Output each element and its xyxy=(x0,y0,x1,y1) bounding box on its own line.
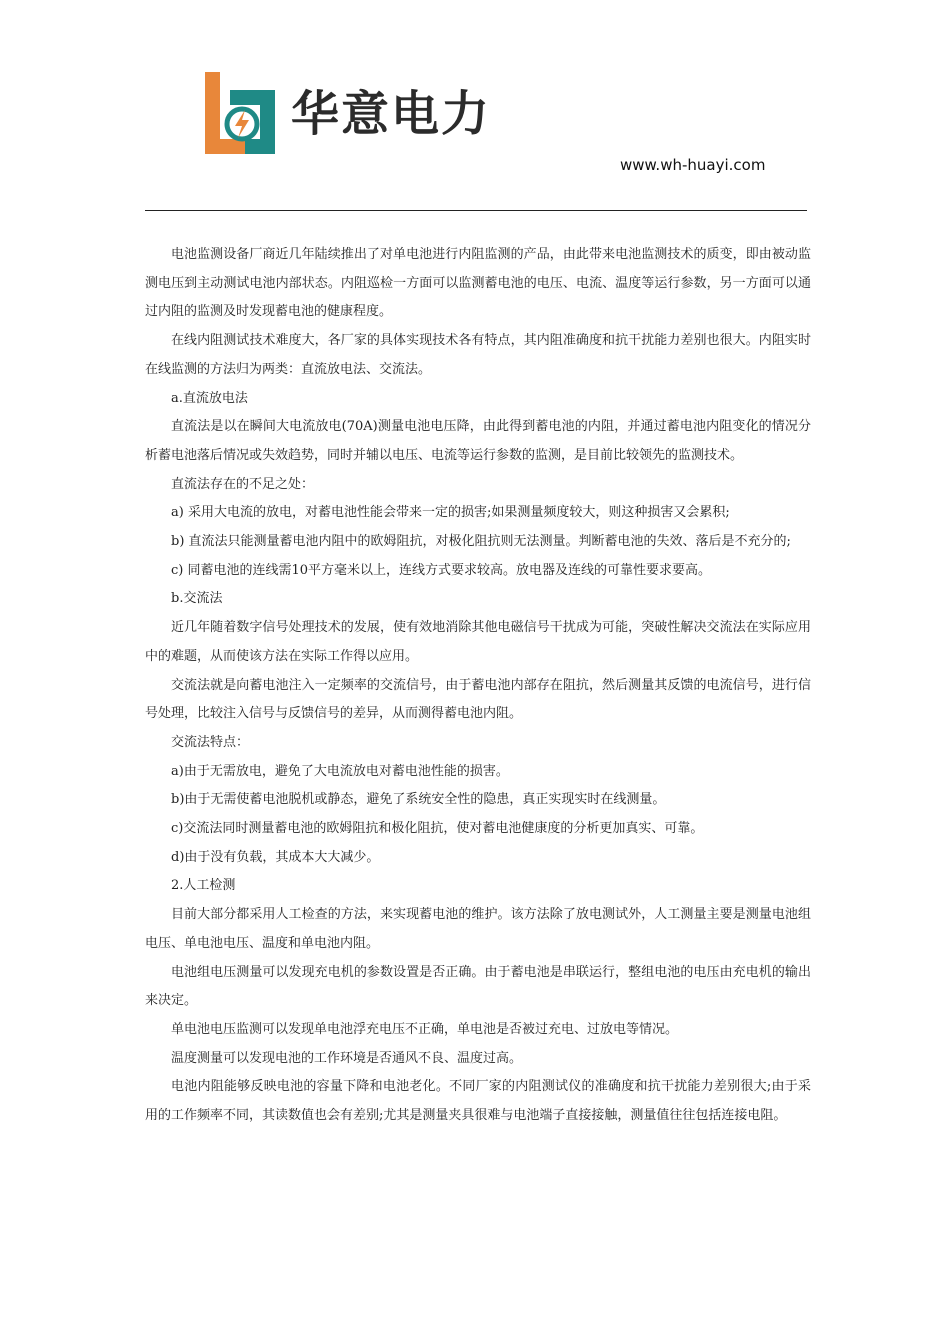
logo-text: 华意电力 xyxy=(291,86,492,142)
section-heading: a.直流放电法 xyxy=(171,390,248,406)
list-item: d)由于没有负载，其成本大大减少。 xyxy=(171,849,380,865)
company-logo xyxy=(205,72,517,154)
paragraph: 在线内阻测试技术难度大，各厂家的具体实现技术各有特点，其内阻准确度和抗干扰能力差别也很大。内阻实时在线监测的方法归为两类：直流放电法、交流法。 xyxy=(145,333,811,377)
list-item: b) 直流法只能测量蓄电池内阻中的欧姆阻抗，对极化阻抗则无法测量。判断蓄电池的失效、落后是不充分的; xyxy=(171,534,791,550)
list-item: c)交流法同时测量蓄电池的欧姆阻抗和极化阻抗，使对蓄电池健康度的分析更加真实、可靠。 xyxy=(171,821,704,837)
paragraph: 目前大部分都采用人工检查的方法，来实现蓄电池的维护。该方法除了放电测试外，人工测量主要是测量电池组电压、单电池电压、温度和单电池内阻。 xyxy=(145,907,811,951)
list-item: a)由于无需放电，避免了大电流放电对蓄电池性能的损害。 xyxy=(171,763,509,779)
paragraph: 交流法就是向蓄电池注入一定频率的交流信号，由于蓄电池内部存在阻抗，然后测量其反馈的电流信号，进行信号处理，比较注入信号与反馈信号的差异，从而测得蓄电池内阻。 xyxy=(145,677,811,722)
paragraph: 电池组电压测量可以发现充电机的参数设置是否正确。由于蓄电池是串联运行，整组电池的电压由充电机的输出来决定。 xyxy=(145,964,811,1009)
list-item: b)由于无需使蓄电池脱机或静态，避免了系统安全性的隐患，真正实现实时在线测量。 xyxy=(171,792,666,808)
document-body xyxy=(145,241,811,1131)
header-divider xyxy=(145,210,807,211)
website-url: www.wh-huayi.com xyxy=(620,156,766,174)
lightning-bolt-logo-icon xyxy=(205,72,275,154)
list-item: a) 采用大电流的放电，对蓄电池性能会带来一定的损害;如果测量频度较大，则这种损害又会累积; xyxy=(171,505,730,521)
paragraph: 近几年随着数字信号处理技术的发展，使有效地消除其他电磁信号干扰成为可能，突破性解决交流法在实际应用中的难题，从而使该方法在实际工作得以应用。 xyxy=(145,620,811,664)
section-heading: 2.人工检测 xyxy=(171,878,236,894)
paragraph: 直流法存在的不足之处： xyxy=(171,476,315,492)
paragraph: 单电池电压监测可以发现单电池浮充电压不正确，单电池是否被过充电、过放电等情况。 xyxy=(171,1021,679,1037)
paragraph: 直流法是以在瞬间大电流放电(70A)测量电池电压降，由此得到蓄电池的内阻，并通过蓄电池内阻变化的情况分析蓄电池落后情况或失效趋势，同时并辅以电压、电流等运行参数的监测，是目前比较领先的监测技术。 xyxy=(145,419,811,463)
paragraph: 电池监测设备厂商近几年陆续推出了对单电池进行内阻监测的产品，由此带来电池监测技术的质变，即由被动监测电压到主动测试电池内部状态。内阻巡检一方面可以监测蓄电池的电压、电流、温度等运行参数，另一方面可以通过内阻的监测及时发现蓄电池的健康程度。 xyxy=(145,247,811,320)
paragraph: 交流法特点： xyxy=(171,734,250,750)
paragraph: 电池内阻能够反映电池的容量下降和电池老化。不同厂家的内阻测试仪的准确度和抗干扰能力差别很大;由于采用的工作频率不同，其读数值也会有差别;尤其是测量夹具很难与电池端子直接接触，测量值往往包括连接电阻。 xyxy=(145,1079,811,1124)
list-item: c) 同蓄电池的连线需10平方毫米以上，连线方式要求较高。放电器及连线的可靠性要求要高。 xyxy=(171,562,712,578)
section-heading: b.交流法 xyxy=(171,591,223,607)
paragraph: 温度测量可以发现电池的工作环境是否通风不良、温度过高。 xyxy=(171,1050,523,1066)
